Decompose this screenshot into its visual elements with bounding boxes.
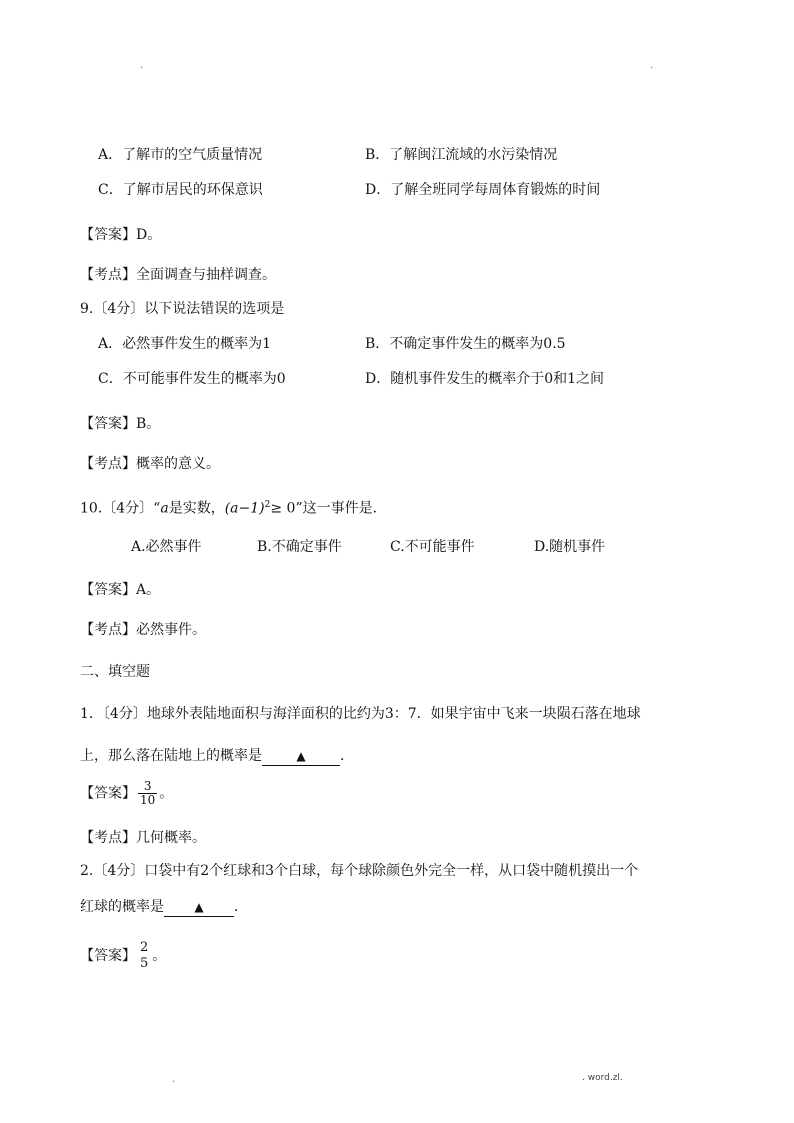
f1-answer-label: 【答案】 bbox=[80, 785, 136, 802]
q10-stem-mid: 是实数， bbox=[168, 500, 225, 517]
q10-exp: 2 bbox=[264, 500, 271, 510]
f1-answer-end: 。 bbox=[159, 785, 174, 802]
q10-stem-prefix: 10.〔4分〕“ bbox=[80, 500, 161, 517]
fraction-numerator: 2 bbox=[140, 940, 149, 955]
q10-stem-suffix: ”这一事件是． bbox=[295, 500, 387, 517]
q10-option-a: A.必然事件 bbox=[131, 539, 202, 555]
q9-point: 【考点】概率的意义。 bbox=[80, 456, 220, 472]
footer-text: . word.zl. bbox=[582, 1073, 623, 1083]
q10-point: 【考点】必然事件。 bbox=[80, 622, 206, 638]
f1-line2-end: ． bbox=[340, 748, 354, 764]
f2-answer-end: 。 bbox=[152, 948, 167, 964]
q10-option-c: C.不可能事件 bbox=[390, 539, 475, 555]
q8-option-b: B．了解闽江流域的水污染情况 bbox=[365, 147, 558, 163]
q9-stem: 9.〔4分〕以下说法错误的选项是 bbox=[80, 301, 285, 317]
q9-answer: 【答案】B。 bbox=[80, 416, 161, 432]
f2-line2 bbox=[80, 898, 248, 917]
f1-answer-fraction bbox=[138, 780, 157, 807]
f1-line2-text: 上，那么落在陆地上的概率是 bbox=[80, 748, 262, 764]
footer-mark-left: . bbox=[172, 1074, 176, 1085]
q9-option-c: C．不可能事件发生的概率为0 bbox=[98, 371, 286, 387]
f2-answer bbox=[80, 940, 166, 972]
f2-line2-end: ． bbox=[234, 899, 248, 915]
q8-answer: 【答案】D。 bbox=[80, 227, 162, 243]
q10-stem bbox=[80, 496, 387, 518]
q10-ineq: ≥ 0 bbox=[270, 500, 296, 517]
q10-answer: 【答案】A。 bbox=[80, 582, 161, 598]
f2-answer-blank bbox=[164, 898, 234, 917]
q9-option-b: B．不确定事件发生的概率为0.5 bbox=[365, 336, 566, 352]
f1-answer-blank bbox=[262, 747, 340, 766]
f2-line1: 2.〔4分〕口袋中有2个红球和3个白球，每个球除颜色外完全一样，从口袋中随机摸出一个 bbox=[80, 863, 639, 879]
f1-point: 【考点】几何概率。 bbox=[80, 830, 206, 846]
f1-answer bbox=[80, 780, 173, 807]
q8-option-d: D．了解全班同学每周体育锻炼的时间 bbox=[365, 182, 601, 198]
f2-answer-label: 【答案】 bbox=[80, 948, 136, 964]
q10-var: a bbox=[160, 500, 169, 517]
f1-line1: 1．〔4分〕地球外表陆地面积与海洋面积的比约为3：7．如果宇宙中飞来一块陨石落在地球 bbox=[80, 706, 641, 722]
header-mark-left: . bbox=[140, 60, 144, 71]
f1-line2 bbox=[80, 747, 354, 766]
q8-option-a: A．了解市的空气质量情况 bbox=[98, 147, 263, 163]
q10-expr: (a−1) bbox=[224, 500, 265, 517]
q10-option-d: D.随机事件 bbox=[534, 539, 606, 555]
q10-option-b: B.不确定事件 bbox=[257, 539, 342, 555]
triangle-icon: ▲ bbox=[296, 749, 306, 763]
q9-option-d: D．随机事件发生的概率介于0和1之间 bbox=[365, 371, 605, 387]
header-mark-right: . bbox=[650, 60, 654, 71]
fraction-denominator: 10 bbox=[140, 793, 156, 807]
q8-option-c: C．了解市居民的环保意识 bbox=[98, 182, 263, 198]
f2-line2-text: 红球的概率是 bbox=[80, 899, 164, 915]
q8-point: 【考点】全面调查与抽样调查。 bbox=[80, 267, 276, 283]
q9-option-a: A．必然事件发生的概率为1 bbox=[98, 336, 272, 352]
f2-answer-fraction bbox=[138, 940, 150, 972]
fraction-numerator: 3 bbox=[143, 779, 152, 793]
triangle-icon: ▲ bbox=[194, 900, 204, 914]
section2-title: 二、填空题 bbox=[80, 664, 150, 680]
fraction-denominator: 5 bbox=[140, 956, 149, 971]
